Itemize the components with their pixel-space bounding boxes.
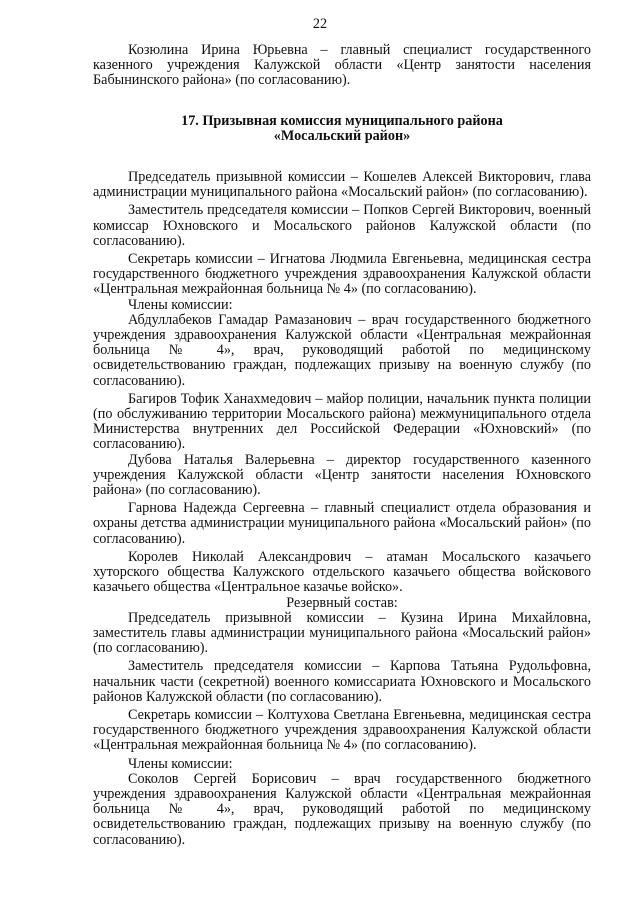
members-label: Члены комиссии: <box>128 296 233 313</box>
section-title-line1: 17. Призывная комиссия муниципального района <box>181 112 503 129</box>
member-paragraph: Королев Николай Александрович – атаман Мосальского казачьего хуторского общества Калужского отдельского казачьего общества войскового казачьего общества «Центральное казачье войско». <box>93 548 591 596</box>
chairman-paragraph: Председатель призывной комиссии – Кошелев Алексей Викторович, глава администрации муниципального района «Мосальский район» (по согласованию). <box>93 169 591 201</box>
secretary-paragraph: Секретарь комиссии – Игнатова Людмила Евгеньевна, медицинская сестра государственного бюджетного учреждения здравоохранения Калужской области «Центральная межрайонная больница № 4» (по согласованию). <box>93 251 591 298</box>
page-number: 22 <box>312 16 328 32</box>
intro-paragraph: Козюлина Ирина Юрьевна – главный специалист государственного казенного учреждения Калужской области «Центр занятости населения Бабынинского района» (по согласованию). <box>93 42 591 89</box>
member-paragraph: Гарнова Надежда Сергеевна – главный специалист отдела образования и охраны детства администрации муниципального района «Мосальский район» (по согласованию). <box>93 500 591 547</box>
reserve-members-label: Члены комиссии: <box>128 755 233 772</box>
reserve-member-paragraph: Соколов Сергей Борисович – врач государственного бюджетного учреждения здравоохранения Калужской области «Центральная межрайонная больница № 4», врач, руководящий работой по медицинскому освидетельствованию граждан, подлежащих призыву на военную службу (по согласованию). <box>93 770 591 848</box>
document-body <box>93 43 591 848</box>
deputy-paragraph: Заместитель председателя комиссии – Попков Сергей Викторович, военный комиссар Юхновского и Мосальского районов Калужской области (по согласованию). <box>93 202 591 249</box>
section-title-line2: «Мосальский район» <box>273 127 411 144</box>
member-paragraph: Дубова Наталья Валерьевна – директор государственного казенного учреждения Калужской области «Центр занятости населения Юхновского района» (по согласованию). <box>93 451 591 499</box>
member-paragraph: Абдуллабеков Гамадар Рамазанович – врач государственного бюджетного учреждения здравоохранения Калужской области «Центральная межрайонная больница № 4», врач, руководящий работой по медицинскому освидетельствованию граждан, подлежащих призыву на военную службу (по согласованию). <box>93 311 591 389</box>
reserve-deputy-paragraph: Заместитель председателя комиссии – Карпова Татьяна Рудольфовна, начальник части (секретной) военного комиссариата Юхновского и Мосальского районов Калужской области (по согласованию). <box>93 658 591 705</box>
reserve-chairman-paragraph: Председатель призывной комиссии – Кузина Ирина Михайловна, заместитель главы администрации муниципального района «Мосальский район» (по согласованию). <box>93 609 591 657</box>
reserve-secretary-paragraph: Секретарь комиссии – Колтухова Светлана Евгеньевна, медицинская сестра государственного бюджетного учреждения здравоохранения Калужской области «Центральная межрайонная больница № 4» (по согласованию). <box>93 706 591 754</box>
member-paragraph: Багиров Тофик Ханахмедович – майор полиции, начальник пункта полиции (по обслуживанию территории Мосальского района) межмуниципального отдела Министерства внутренних дел Российской Федерации «Юхновский» (по согласованию). <box>93 390 591 453</box>
reserve-label: Резервный состав: <box>286 594 398 611</box>
section-title <box>93 114 591 144</box>
